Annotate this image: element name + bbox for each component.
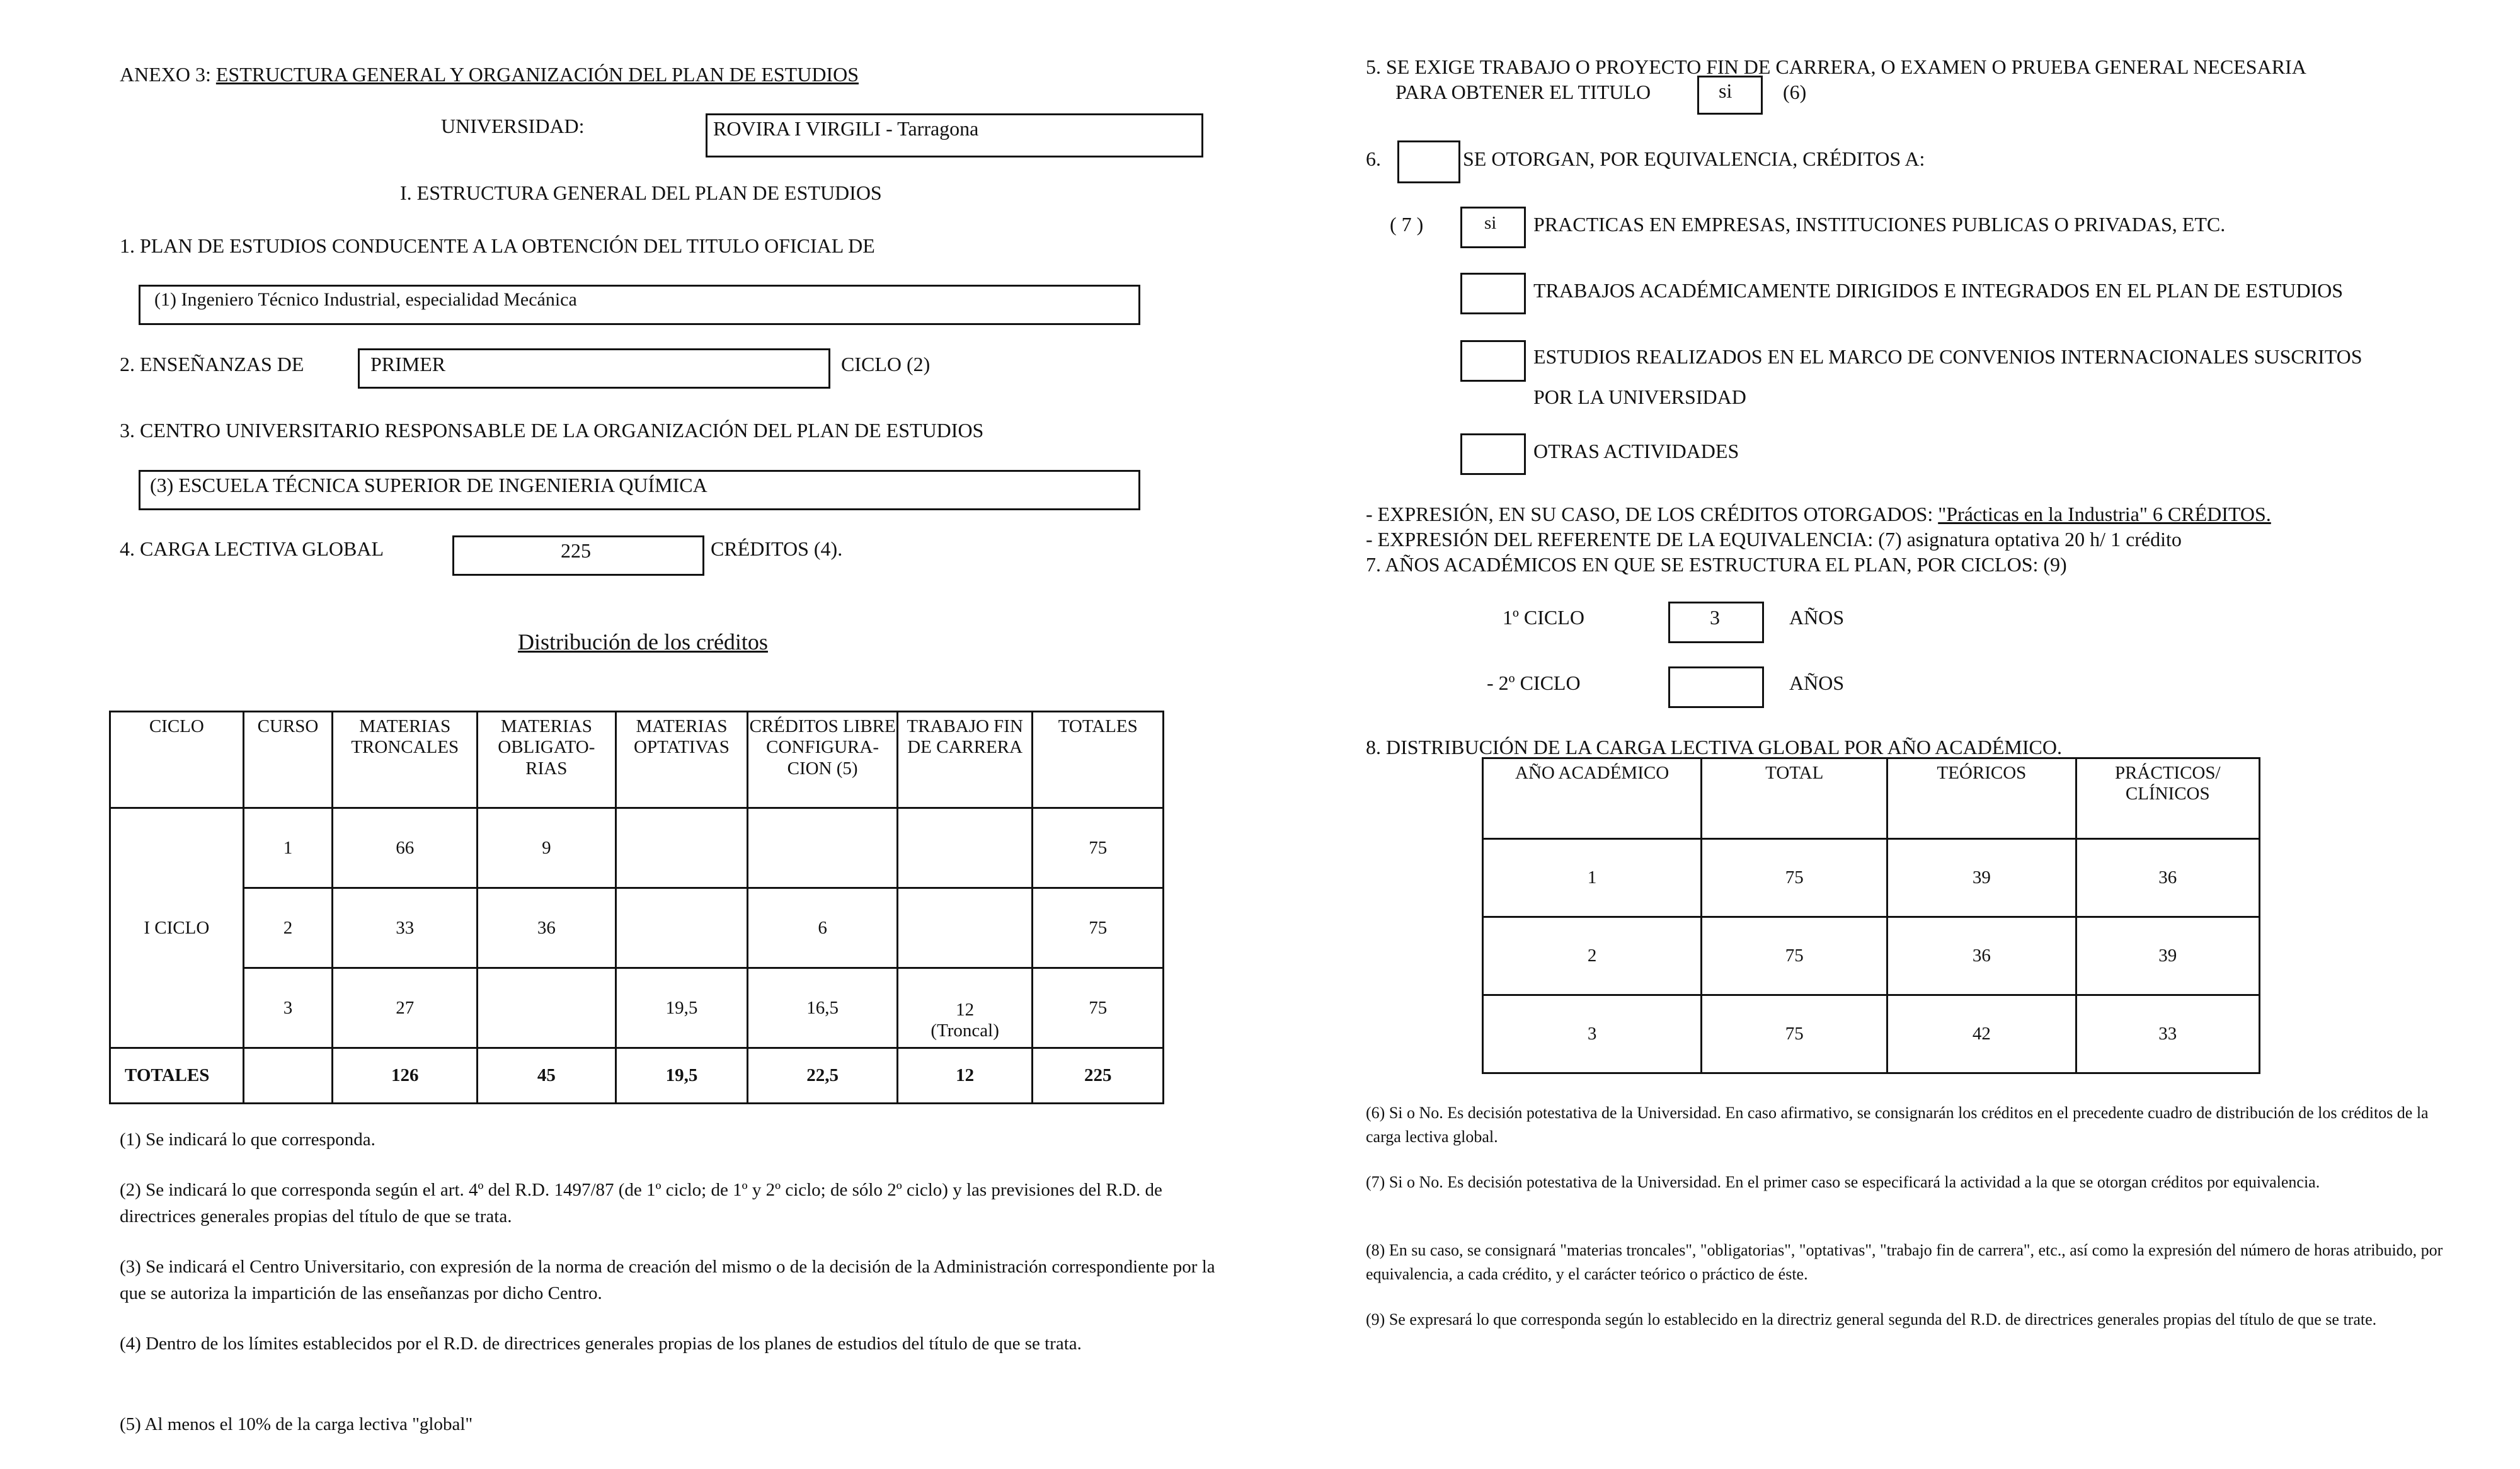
obligatorias-cell: 36 [478,888,616,968]
university-value: ROVIRA I VIRGILI - Tarragona [713,117,979,140]
optativas-cell [616,888,748,968]
table-row [110,808,1164,888]
item8-label: 8. DISTRIBUCIÓN DE LA CARGA LECTIVA GLOBAL POR AÑO ACADÉMICO. [1366,736,2062,758]
distribution-title: Distribución de los créditos [518,629,768,654]
section-title: I. ESTRUCTURA GENERAL DEL PLAN DE ESTUDIOS [400,181,882,204]
curso-cell: 3 [243,968,333,1048]
cycle2-years: AÑOS [1789,672,1845,694]
header-libre: CRÉDITOS LIBRE CONFIGURA- CION (5) [748,712,898,808]
troncales-cell: 27 [333,968,478,1048]
expr1-line [1366,503,2271,526]
item5-line1: 5. SE EXIGE TRABAJO O PROYECTO FIN DE CARRERA, O EXAMEN O PRUEBA GENERAL NECESARIA [1366,55,2306,78]
item5-line2: PARA OBTENER EL TITULO [1395,81,1651,103]
item5-note: (6) [1783,81,1807,103]
note-6: (6) Si o No. Es decisión potestativa de la Universidad. En caso afirmativo, se consignarán los créditos en el precedente cuadro de distribución de los créditos de la carga lectiva global. [1366,1104,2429,1146]
totals-curso [243,1048,333,1104]
optativas-cell: 19,5 [616,968,748,1048]
header-practicos: PRÁCTICOS/ CLÍNICOS [2076,758,2259,839]
note-8: (8) En su caso, se consignará "materias troncales", "obligatorias", "optativas", "trabajo fin de carrera", etc., así como la expresión del número de horas atribuido, por equivalencia, a cada crédito, y el carácter teórico o práctico de éste. [1366,1241,2443,1283]
libre-cell: 6 [748,888,898,968]
header-total: TOTAL [1702,758,1887,839]
item6-label: 6. [1366,147,1381,170]
table-row [1483,917,2260,995]
troncales-cell: 66 [333,808,478,888]
option-label-convenios-2: POR LA UNIVERSIDAD [1533,386,1746,408]
cycle-value: PRIMER [370,353,446,375]
header-curso: CURSO [243,712,333,808]
totales-cell: 75 [1033,888,1164,968]
university-label: UNIVERSIDAD: [441,115,585,137]
header-teoricos: TEÓRICOS [1887,758,2076,839]
note-1: (1) Se indicará lo que corresponda. [120,1129,375,1150]
totals-obligatorias: 45 [478,1048,616,1104]
practicos-cell: 36 [2076,839,2259,917]
cycle1-years: AÑOS [1789,606,1845,629]
header-totales: TOTALES [1033,712,1164,808]
curso-cell: 1 [243,808,333,888]
libre-cell [748,808,898,888]
expr2-line [1366,528,2182,551]
teoricos-cell: 39 [1887,839,2076,917]
obligatorias-cell [478,968,616,1048]
total-cell: 75 [1702,995,1887,1073]
optativas-cell [616,808,748,888]
item1-label: 1. PLAN DE ESTUDIOS CONDUCENTE A LA OBTENCIÓN DEL TITULO OFICIAL DE [120,234,875,257]
total-cell: 75 [1702,917,1887,995]
trabajo-cell [897,808,1033,888]
final-project-value: si [1719,79,1732,102]
option-box-otras [1460,433,1526,475]
header-troncales: MATERIAS TRONCALES [333,712,478,808]
table-row [1483,839,2260,917]
practicos-cell: 39 [2076,917,2259,995]
annex-heading [120,63,859,86]
option-box-convenios [1460,340,1526,382]
totals-totales: 225 [1033,1048,1164,1104]
cycle2-label: - 2º CICLO [1487,672,1581,694]
expr2-value: asignatura optativa 20 h/ 1 crédito [1906,528,2182,551]
anio-cell: 1 [1483,839,1702,917]
note-2: (2) Se indicará lo que corresponda según el art. 4º del R.D. 1497/87 (de 1º ciclo; de 1º y 2º ciclo; de sólo 2º ciclo) y las previsiones del R.D. de directrices generales propias del título de que se trata. [120,1180,1162,1227]
header-anio: AÑO ACADÉMICO [1483,758,1702,839]
anio-cell: 3 [1483,995,1702,1073]
trabajo-cell [897,888,1033,968]
title-value: (1) Ingeniero Técnico Industrial, especialidad Mecánica [154,289,577,310]
troncales-cell: 33 [333,888,478,968]
totals-trabajo: 12 [897,1048,1033,1104]
table8-header-row [1483,758,2260,839]
totales-cell: 75 [1033,808,1164,888]
option-label-trabajos: TRABAJOS ACADÉMICAMENTE DIRIGIDOS E INTEGRADOS EN EL PLAN DE ESTUDIOS [1533,279,2344,302]
note-4: (4) Dentro de los límites establecidos por el R.D. de directrices generales propias de los planes de estudios del título de que se trata. [120,1334,1082,1354]
totals-row [110,1048,1164,1104]
center-value: (3) ESCUELA TÉCNICA SUPERIOR DE INGENIERIA QUÍMICA [150,474,707,496]
totals-libre: 22,5 [748,1048,898,1104]
annex-prefix: ANEXO 3: [120,63,211,86]
annex-title: ESTRUCTURA GENERAL Y ORGANIZACIÓN DEL PLAN DE ESTUDIOS [215,63,859,86]
expr1-label: - EXPRESIÓN, EN SU CASO, DE LOS CRÉDITOS OTORGADOS: [1366,503,1933,525]
table-row [110,888,1164,968]
item2-suffix: CICLO (2) [841,353,931,375]
item4-label: 4. CARGA LECTIVA GLOBAL [120,537,384,560]
cycle1-label: 1º CICLO [1503,606,1584,629]
item3-label: 3. CENTRO UNIVERSITARIO RESPONSABLE DE LA ORGANIZACIÓN DEL PLAN DE ESTUDIOS [120,419,984,442]
curso-cell: 2 [243,888,333,968]
item7-label: 7. AÑOS ACADÉMICOS EN QUE SE ESTRUCTURA EL PLAN, POR CICLOS: (9) [1366,553,2067,576]
header-ciclo: CICLO [110,712,244,808]
option-box-trabajos [1460,273,1526,314]
header-trabajo: TRABAJO FIN DE CARRERA [897,712,1033,808]
teoricos-cell: 36 [1887,917,2076,995]
table-row [1483,995,2260,1073]
obligatorias-cell: 9 [478,808,616,888]
table-header-row [110,712,1164,808]
option-label-convenios: ESTUDIOS REALIZADOS EN EL MARCO DE CONVENIOS INTERNACIONALES SUSCRITOS [1533,345,2362,368]
equivalence-box [1397,140,1460,183]
credits-value: 225 [561,539,591,562]
item2-label: 2. ENSEÑANZAS DE [120,353,304,375]
option-value-practicas: si [1484,213,1497,233]
item4-suffix: CRÉDITOS (4). [711,537,843,560]
totales-cell: 75 [1033,968,1164,1048]
note-9: (9) Se expresará lo que corresponda según lo establecido en la directriz general segunda del R.D. de directrices generales propias del título de que se trate. [1366,1310,2377,1329]
totals-optativas: 19,5 [616,1048,748,1104]
header-optativas: MATERIAS OPTATIVAS [616,712,748,808]
practicos-cell: 33 [2076,995,2259,1073]
note-3: (3) Se indicará el Centro Universitario, con expresión de la norma de creación del mismo o de la decisión de la Administración correspondiente por la que se autoriza la impartición de las enseñanzas por dicho Centro. [120,1257,1215,1304]
ciclo-cell: I CICLO [110,808,244,1048]
year-distribution-table [1482,757,2260,1074]
header-obligatorias: MATERIAS OBLIGATO- RIAS [478,712,616,808]
trabajo-note: (Troncal) [931,1020,999,1041]
trabajo-cell [897,968,1033,1048]
credits-distribution-table [109,711,1164,1104]
teoricos-cell: 42 [1887,995,2076,1073]
expr2-label: - EXPRESIÓN DEL REFERENTE DE LA EQUIVALENCIA: (7) [1366,528,1902,551]
totals-label: TOTALES [110,1048,244,1104]
cycle2-box [1668,666,1764,708]
table-row [110,968,1164,1048]
totals-troncales: 126 [333,1048,478,1104]
anio-cell: 2 [1483,917,1702,995]
item6-text: SE OTORGAN, POR EQUIVALENCIA, CRÉDITOS A: [1463,147,1925,170]
trabajo-value: 12 [956,1000,975,1020]
note-5: (5) Al menos el 10% de la carga lectiva "global" [120,1414,473,1434]
item6-ref: ( 7 ) [1390,213,1424,236]
option-label-practicas: PRACTICAS EN EMPRESAS, INSTITUCIONES PUBLICAS O PRIVADAS, ETC. [1533,213,2226,236]
libre-cell: 16,5 [748,968,898,1048]
note-7: (7) Si o No. Es decisión potestativa de la Universidad. En el primer caso se especificará la actividad a la que se otorgan créditos por equivalencia. [1366,1173,2320,1191]
option-label-otras: OTRAS ACTIVIDADES [1533,440,1739,462]
total-cell: 75 [1702,839,1887,917]
expr1-value: "Prácticas en la Industria" 6 CRÉDITOS. [1938,503,2271,525]
cycle1-value: 3 [1710,606,1720,629]
